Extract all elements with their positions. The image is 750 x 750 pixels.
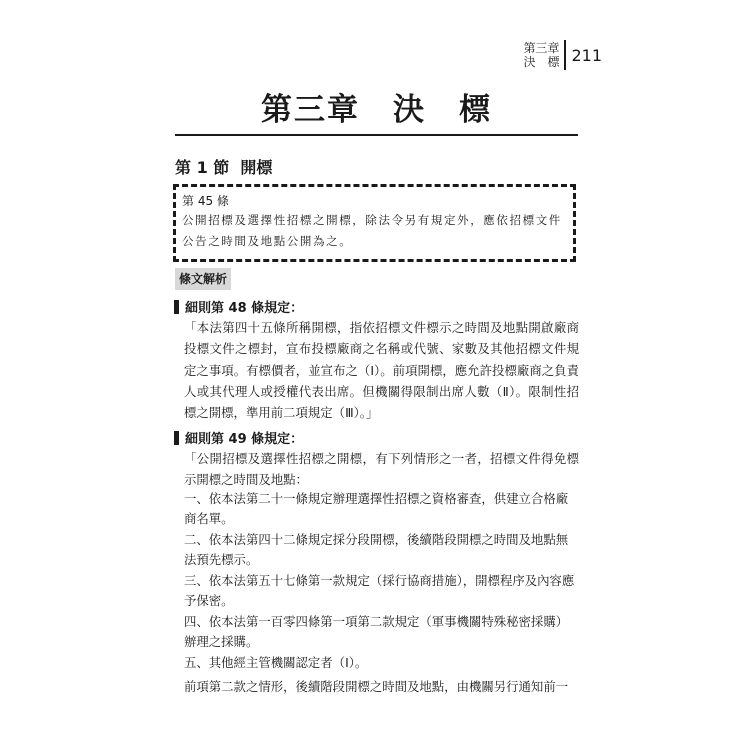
rule49-heading-text: 細則第 49 條規定： [185, 432, 304, 447]
list-item-text: 其他經主管機關認定者（Ⅰ）。 [208, 655, 368, 670]
list-item [184, 530, 579, 570]
list-item-label: 三、 [184, 573, 209, 588]
list-item [184, 653, 579, 673]
chapter-title: 第三章 決 標 [261, 92, 492, 128]
list-item [184, 612, 579, 652]
analysis-badge: 條文解析 [175, 268, 231, 290]
rule49-intro: 「公開招標及選擇性招標之開標，有下列情形之一者，招標文件得免標示開標之時間及地點： [184, 451, 579, 488]
rule49-heading [174, 428, 303, 447]
section-title: 第 1 節 開標 [175, 158, 273, 177]
list-item-text: 依本法第四十二條規定採分段開標，後續階段開標之時間及地點無法預先標示。 [184, 532, 569, 567]
list-item-label: 一、 [184, 491, 209, 506]
article-number: 第 45 條 [182, 194, 229, 208]
rule48-text: 「本法第四十五條所稱開標，指依招標文件標示之時間及地點開啟廠商投標文件之標封，宣布投標廠商之名稱或代號、家數及其他招標文件規定之事項。有標價者，並宣布之（Ⅰ）。前項開標，應允許投標廠商之負責人或其代理人或授權代表出席。但機關得限制出席人數（Ⅱ）。限制性招標之開標，準用前二項規定（Ⅲ）。」 [184, 320, 579, 421]
list-item [184, 489, 579, 529]
running-head [523, 40, 602, 70]
list-item-text: 依本法第二十一條規定辦理選擇性招標之資格審查，供建立合格廠商名單。 [184, 491, 569, 526]
running-head-chapter-name: 決 標 [523, 55, 560, 69]
list-item-label: 二、 [184, 532, 209, 547]
running-head-chapter-number: 第三章 [523, 41, 560, 55]
heading-marker-icon [174, 431, 179, 445]
list-item-label: 五、 [184, 655, 209, 670]
title-rule [175, 134, 578, 136]
running-head-chapter [523, 41, 564, 69]
list-item [184, 571, 579, 611]
article-text: 公開招標及選擇性招標之開標，除法令另有規定外，應依招標文件公告之時間及地點公開為之。 [182, 213, 562, 248]
rule49-trailing-text: 前項第二款之情形，後續階段開標之時間及地點，由機關另行通知前一 [184, 679, 569, 694]
list-item-text: 依本法第一百零四條第一項第二款規定（軍事機關特殊秘密採購）辦理之採購。 [184, 614, 569, 649]
heading-marker-icon [174, 300, 179, 314]
list-item-text: 依本法第五十七條第一款規定（採行協商措施），開標程序及內容應予保密。 [184, 573, 575, 608]
rule48-heading [174, 297, 303, 316]
rule48-heading-text: 細則第 48 條規定： [185, 301, 304, 316]
page-number: 211 [571, 45, 602, 65]
list-item-label: 四、 [184, 614, 209, 629]
article-box [173, 184, 576, 262]
